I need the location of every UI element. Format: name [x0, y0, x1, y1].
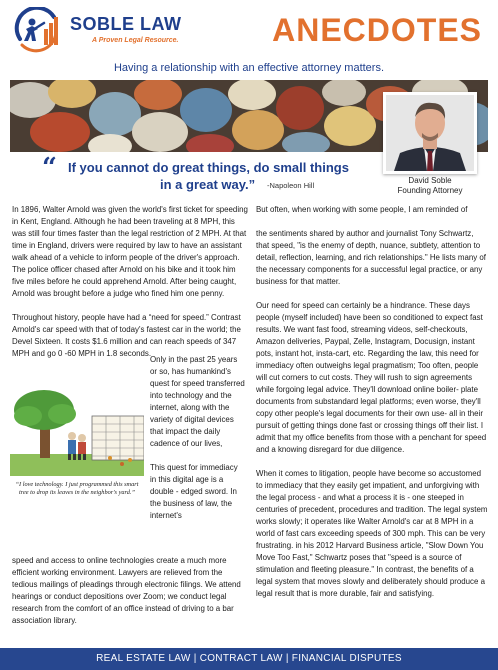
brand-tagline: A Proven Legal Resource. [92, 37, 179, 44]
soble-law-logo-icon [14, 7, 62, 55]
paragraph: When it comes to litigation, people have become so accustomed to immediacy that they easily get impatient, and unforgiving with the legal process - and what a process it is - one steeped in centuries of precedent, procedures and tradition. The legal system works slowly; it operates like Walter Arnold's car at 8 MPH in a world of fast cars exceeding speeds of 300 mph. This can be very frustrating. in his 2012 Harvard Business article, "Slow Down You Move Too Fast," Schwartz poses that "speed is a source of stimulation and fleeting pleasure." In contrast, the benefits of a legal system that moves slowly and deliberately should produce a legal result that is more durable, fair and satisfying. [256, 469, 488, 598]
quote-mark-icon: “ [42, 153, 57, 183]
paragraph: Throughout history, people have had a “need for speed.” Contrast Arnold's car speed with that of today's fastest car in the world; the Devel Sixteen. It costs $1.6 million and can reach speeds of 347 MPH and go 0 -60 MPH in 1.8 seconds. [12, 313, 241, 358]
attorney-title: Founding Attorney [397, 186, 463, 195]
brand-name: SOBLE LAW [70, 14, 182, 34]
paragraph: Only in the past 25 years or so, has humankind's quest for speed transferred into technology and the internet, along with the variety of digital devices that impact the daily cadence of our lives, [150, 355, 245, 448]
paragraph: But often, when working with some people, I am reminded of [256, 205, 468, 214]
page-subtitle: Having a relationship with an effective attorney matters. [113, 62, 385, 74]
right-column [256, 204, 488, 612]
paragraph: In 1896, Walter Arnold was given the world's first ticket for speeding in Kent, England. Although he had been traveling at 8 MPH, this was still four times faster than the legal restriction of 2 MPH. At that time in England, drivers were required by law to have an assistant walk ahead of a vehicle to inform people of the driver's approach. The police officer chased after Arnold on his bike and it took him five miles before he could apprehend Arnold. After being caught, Arnold was brought before a judge who fined him one penny. [12, 205, 248, 298]
paragraph: Our need for speed can certainly be a hindrance. These days people (myself included) have been so conditioned to expect fast results. We want fast food, streaming videos, self-checkouts, Amazon deliveries, Paypal, Zelle, Instagram, Docusign, instant pots, instant hot, insta-cart, etc. Regarding the law, this need for immediacy often outweighs legal pragmatism; Too often, people will cut corners to cut costs. They will rush to sign agreements while forgoing legal advice. They'll download online boiler- plate documents from substandard legal platforms; even worse, they'll copy other people's legal documents for their own use- all in their pursuit of getting things done fast or crossing things off their list. I admit that my office benefits from those with a penchant for speed and a knowing disregard for due diligence. [256, 301, 487, 454]
quote-line-1: If you cannot do great things, do small things [68, 160, 349, 175]
cartoon-image [10, 384, 144, 476]
cartoon-caption: “I love technology. I just programmed this smart tree to drop its leaves in the neighbor's yard.” [15, 481, 139, 496]
attorney-photo [383, 92, 477, 174]
left-column-bottom [12, 555, 248, 639]
practice-areas-footer: REAL ESTATE LAW | CONTRACT LAW | FINANCIAL DISPUTES [0, 648, 498, 670]
header [0, 0, 498, 62]
paragraph: speed and access to online technologies create a much more efficient working environment. Lawyers are relieved from the tedious mailings of pleadings through electronic filings. We attend hearings or conduct depositions over Zoom; we conduct legal research from the comfort of an office instead of driving to a bar association library. [12, 556, 241, 625]
attorney-name: David Soble [408, 176, 452, 185]
left-column-beside-cartoon [150, 354, 246, 522]
quote-line-2: in a great way.” [160, 177, 256, 192]
left-column-top [12, 204, 248, 372]
page-title: ANECDOTES [272, 12, 482, 48]
quote-author: -Napoleon Hill [267, 181, 315, 190]
paragraph: the sentiments shared by author and journalist Tony Schwartz, that speed, "is the enemy of depth, nuance, subtlety, attention to detail, reflection, learning, and rich relationships." He lists many of the necessary components for a successful legal practice, or any business for that matter. [256, 229, 486, 286]
paragraph: This quest for immediacy in this digital age is a double - edged sword. In the business of law, the internet's [150, 463, 238, 520]
